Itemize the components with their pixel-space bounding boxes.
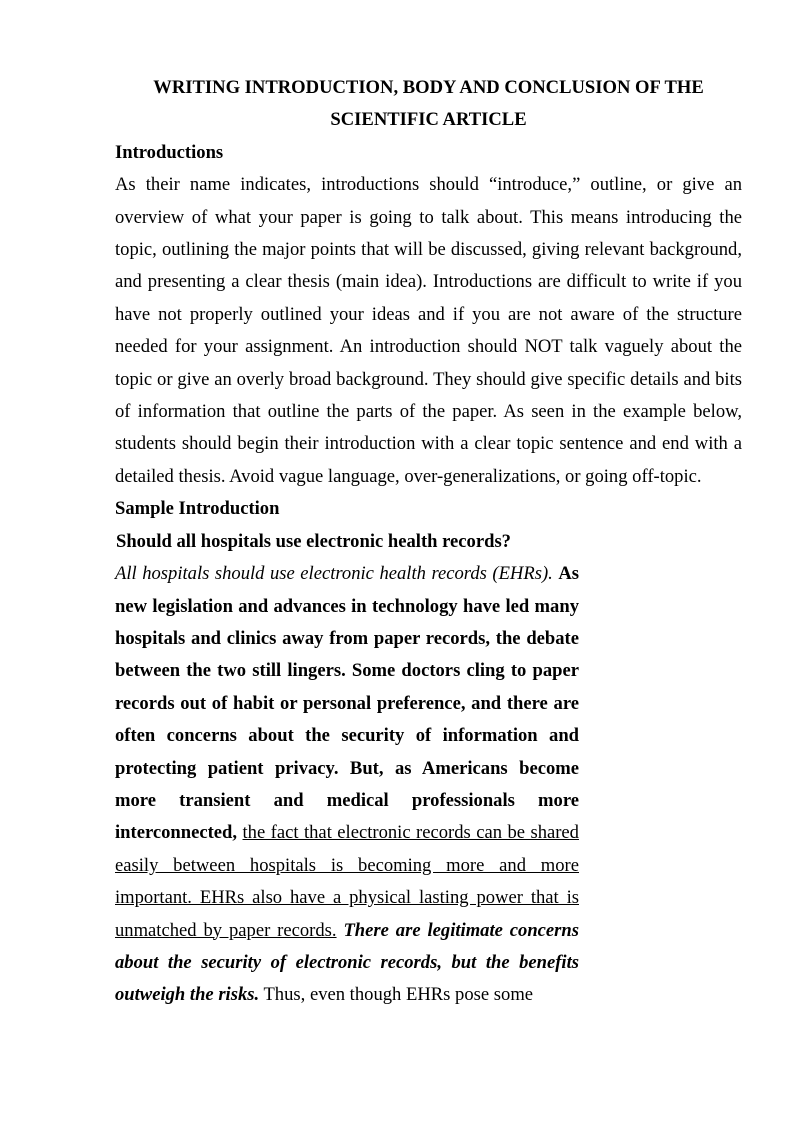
sample-topic-sentence: All hospitals should use electronic health records (EHRs). [115, 563, 553, 585]
sample-body [115, 558, 579, 1012]
sample-question: Should all hospitals use electronic health records? [116, 530, 511, 552]
sample-introduction [115, 526, 579, 1012]
sample-thesis: There are legitimate concerns about the security of electronic records, but the benefits outweigh the risks. [115, 919, 579, 1006]
document-content [115, 72, 742, 1012]
document-title: WRITING INTRODUCTION, BODY AND CONCLUSION OF THE SCIENTIFIC ARTICLE [153, 77, 704, 131]
sample-bold-text: As new legislation and advances in technology have led many hospitals and clinics away from paper records, the debate between the two still lingers. Some doctors cling to paper records out of habit or personal preference, and there are often concerns about the security of information and protecting patient privacy. But, as Americans become more transient and medical professionals more interconnected, [115, 563, 579, 844]
sample-introduction-heading: Sample Introduction [115, 498, 280, 520]
section-heading-introductions: Introductions [115, 141, 224, 163]
intro-paragraph: As their name indicates, introductions should “introduce,” outline, or give an overview of what your paper is going to talk about. This means introducing the topic, outlining the major points that will be discussed, giving relevant background, and presenting a clear thesis (main idea). Introductions are difficult to write if you have not properly outlined your ideas and if you are not aware of the structure needed for your assignment. An introduction should NOT talk vaguely about the topic or give an overly broad background. They should give specific details and bits of information that outline the parts of the paper. As seen in the example below, students should begin their introduction with a clear topic sentence and end with a detailed thesis. Avoid vague language, over-generalizations, or going off-topic. [115, 174, 742, 487]
sample-plain-text: Thus, even though EHRs pose some [263, 984, 534, 1006]
sample-underlined-text: the fact that electronic records can be shared easily between hospitals is becoming more and more important. EHRs also have a physical lasting power that is unmatched by paper records. [115, 822, 579, 941]
